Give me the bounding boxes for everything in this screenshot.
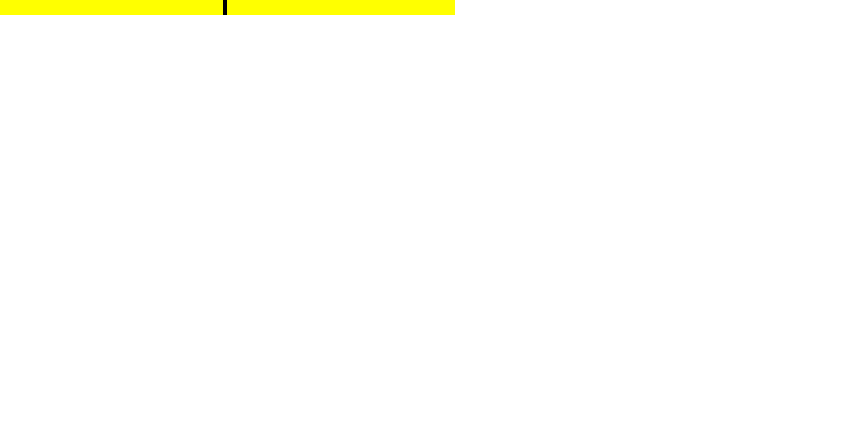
city-ranking-table [458, 0, 864, 15]
plaka-table [0, 0, 455, 15]
page-title [0, 0, 223, 15]
ranking-header-spacer [458, 0, 864, 15]
section-title [227, 0, 455, 15]
